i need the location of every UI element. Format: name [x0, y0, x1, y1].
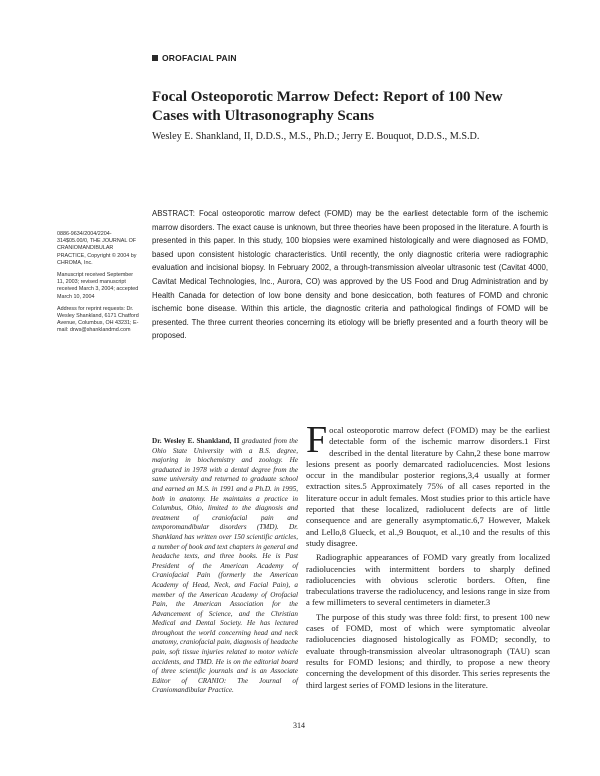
- author-bio: [152, 437, 298, 696]
- citation-info: 0886-9634/2004/2204-314$05.00/0, THE JOURNAL OF CRANIOMANDIBULAR PRACTICE, Copyright © 2004 by CHROMA, Inc.: [57, 231, 137, 266]
- body-paragraph-1: [306, 419, 550, 549]
- article-title: Focal Osteoporotic Marrow Defect: Report of 100 New Cases with Ultrasonography Scans: [152, 89, 503, 124]
- bio-text: graduated from the Ohio State University with a B.S. degree, majoring in biochemistry and zoology. He graduated in 1978 with a dental degree from the same university and returned to graduate school and earned an M.S. in 1991 and a Ph.D. in 1995, both in anatomy. He maintains a practice in Columbus, Ohio, limited to the diagnosis and treatment of craniofacial pain and temporomandibular disorders (TMD). Dr. Shankland has written over 150 scientific articles, a number of book and text chapters in general and headache texts, and three books. He is Past President of the American Academy of Craniofacial Pain (formerly the American Academy of Head, Neck, and Facial Pain), a member of the American Academy of Orofacial Pain, the American Association for the Advancement of Science, and the Christian Medical and Dental Society. He has lectured throughout the world concerning head and neck anatomy, craniofacial pain, diagnosis of headache pain, soft tissue injuries related to motor vehicle accidents, and TMD. He is on the editorial board of three scientific journals and is an Associate Editor of CRANIO: The Journal of Craniomandibular Practice.: [152, 437, 299, 695]
- square-bullet-icon: [152, 55, 158, 61]
- side-info: [57, 231, 141, 340]
- manuscript-dates: Manuscript received September 11, 2003; revised manuscript received March 3, 2004; accepted March 10, 2004: [57, 272, 139, 300]
- page-number: 314: [293, 721, 305, 730]
- bio-name: Dr. Wesley E. Shankland, II: [152, 437, 240, 445]
- body-column: [306, 419, 550, 694]
- section-label-text: OROFACIAL PAIN: [162, 53, 237, 63]
- article-authors: Wesley E. Shankland, II, D.D.S., M.S., Ph.D.; Jerry E. Bouquot, D.D.S., M.S.D.: [152, 131, 480, 142]
- body-paragraph-2: Radiographic appearances of FOMD vary greatly from localized radiolucencies with intermittent borders to sharply defined radiolucencies with obvious sclerotic borders. Often, fine trabeculations traverse the radiolucency, and lesions range in size from a few millimeters to several centimeters in diameter.3: [306, 552, 550, 608]
- abstract: ABSTRACT: Focal osteoporotic marrow defect (FOMD) may be the earliest detectable form of the ischemic marrow disorders. The exact cause is unknown, but three theories have been proposed in the literature. A fourth is presented in this paper. In this study, 100 biopsies were examined histologically and were diagnosed as FOMD, based upon consistent histologic characteristics. Until recently, the only diagnostic criteria were radiographic evaluation and incisional biopsy. In February 2002, a through-transmission alveolar ultrasonic test (Cavitat 4000, Cavitat Medical Technologies, Inc., Aurora, CO) was approved by the US Food and Drug Administration and by Health Canada for detection of low bone density and bone desiccation, both features of FOMD and chronic ischemic bone disease. Within this article, the diagnostic criteria and pathological findings of FOMD will be presented. The three current theories concerning its etiology will be briefly presented and a fourth theory will be proposed.: [152, 209, 548, 341]
- section-label: [152, 53, 237, 63]
- reprint-address: Address for reprint requests: Dr. Wesley Shankland, 6171 Chatford Avenue, Columbus, OH 43231; E-mail: drws@shanklandmd.com: [57, 305, 139, 334]
- body-paragraph-3: The purpose of this study was three fold: first, to present 100 new cases of FOMD, most of which were symptomatic alveolar radiolucencies diagnosed histologically as FOMD; secondly, to evaluate through-transmission alveolar ultrasonograph (TAU) scan results for FOMD lesions; and thirdly, to propose a new theory concerning the development of this disorder. This series represents the third largest series of FOMD lesions in the literature.: [306, 611, 550, 690]
- drop-cap: F: [306, 419, 328, 461]
- body-paragraph-1-text: ocal osteoporotic marrow defect (FOMD) may be the earliest detectable form of the ischemic marrow disorders.1 First described in the dental literature by Cahn,2 these bone marrow lesions present as poorly demarcated radiolucencies. Most lesions occur in the mandibular posterior regions,3,4 usually at former extraction sites.5 Approximately 75% of all cases reported in the literature occur in adult females. Most studies prior to this article have reported that these localized, radiolucent defects are of little consequence and are generally asymptomatic.6,7 However, Makek and Lello,8 Glueck, et al.,9 Bouquot, et al.,10 and the results of this study disagree.: [306, 425, 550, 548]
